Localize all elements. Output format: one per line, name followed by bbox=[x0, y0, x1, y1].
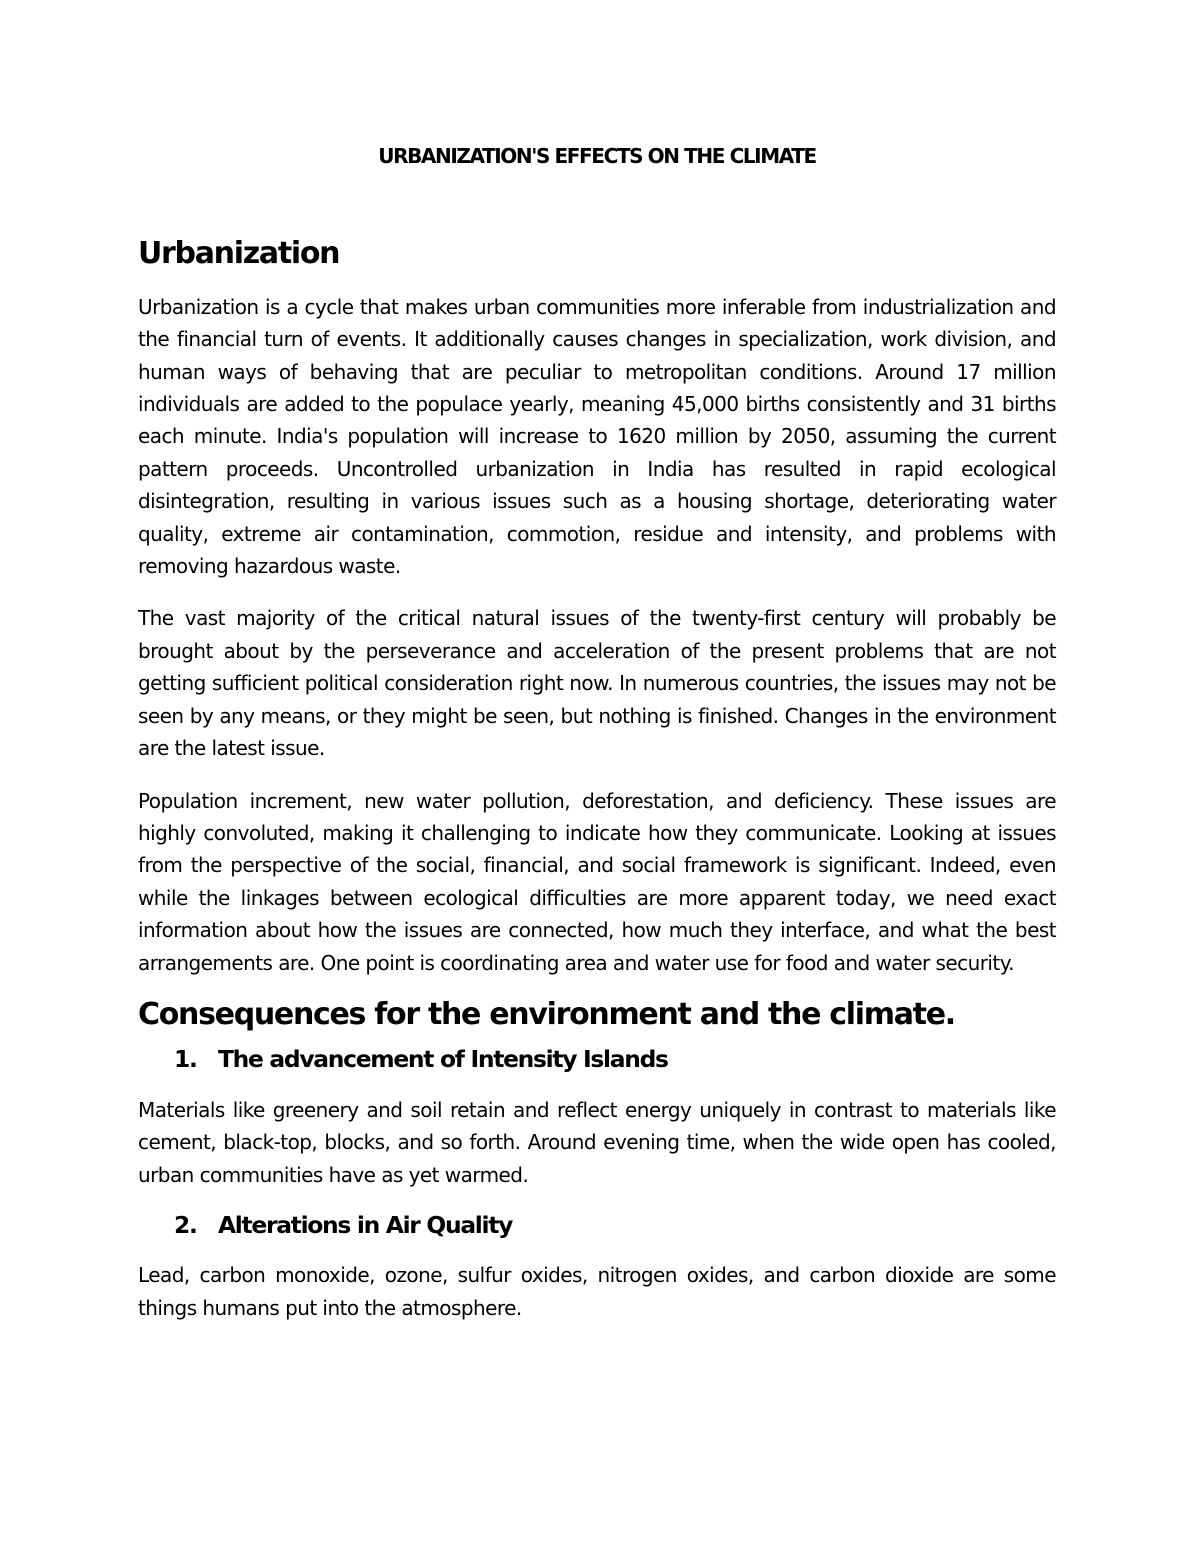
list-item-heading-intensity-islands bbox=[138, 1043, 1056, 1075]
spacer bbox=[138, 582, 1056, 602]
list-item-heading-text: Alterations in Air Quality bbox=[218, 1210, 513, 1239]
spacer bbox=[138, 1076, 1056, 1094]
spacer bbox=[138, 172, 1056, 238]
paragraph-natural-issues: The vast majority of the critical natural issues of the twenty-first century will probably be brought about by the perseverance and acceleration of the present problems that are not getting sufficient political consideration right now. In numerous countries, the issues may not be seen by any means, or they might be seen, but nothing is finished. Changes in the environment are the latest issue. bbox=[138, 606, 1056, 761]
paragraph-population-increment: Population increment, new water pollution, deforestation, and deficiency. These issues are highly convoluted, making it challenging to indicate how they communicate. Looking at issues from the perspective of the social, financial, and social framework is significant. Indeed, even while the linkages between ecological difficulties are more apparent today, we need exact information about how the issues are connected, how much they interface, and what the best arrangements are. One point is coordinating area and water use for food and water security. bbox=[138, 788, 1056, 975]
list-item-number: 2. bbox=[174, 1210, 197, 1239]
paragraph-urbanization-intro: Urbanization is a cycle that makes urban communities more inferable from industrialization and the financial turn of events. It additionally causes changes in specialization, work division, and human ways of behaving that are peculiar to metropolitan conditions. Around 17 million individuals are added to the populace yearly, meaning 45,000 births consistently and 31 births each minute. India's population will increase to 1620 million by 2050, assuming the current pattern proceeds. Uncontrolled urbanization in India has resulted in rapid ecological disintegration, resulting in various issues such as a housing shortage, deteriorating water quality, extreme air contamination, commotion, residue and intensity, and problems with removing hazardous waste. bbox=[138, 294, 1056, 579]
document-title: URBANIZATION'S EFFECTS ON THE CLIMATE bbox=[378, 144, 816, 168]
list-item-heading-air-quality bbox=[138, 1209, 1056, 1241]
spacer bbox=[138, 1031, 1056, 1043]
section-heading-urbanization: Urbanization bbox=[138, 236, 340, 272]
list-item-number: 1. bbox=[174, 1045, 197, 1074]
spacer bbox=[138, 1241, 1056, 1259]
paragraph-intensity-islands: Materials like greenery and soil retain and reflect energy uniquely in contrast to materials like cement, black-top, blocks, and so forth. Around evening time, when the wide open has cooled, urban communities have as yet warmed. bbox=[138, 1097, 1056, 1187]
list-item-heading-text: The advancement of Intensity Islands bbox=[218, 1045, 668, 1074]
spacer bbox=[138, 271, 1056, 291]
section-heading-consequences: Consequences for the environment and the climate. bbox=[138, 996, 955, 1032]
paragraph-air-quality: Lead, carbon monoxide, ozone, sulfur oxides, nitrogen oxides, and carbon dioxide are some things humans put into the atmosphere. bbox=[138, 1263, 1056, 1320]
document-page bbox=[138, 140, 1056, 1324]
spacer bbox=[138, 979, 1056, 999]
spacer bbox=[138, 765, 1056, 785]
spacer bbox=[138, 1191, 1056, 1209]
